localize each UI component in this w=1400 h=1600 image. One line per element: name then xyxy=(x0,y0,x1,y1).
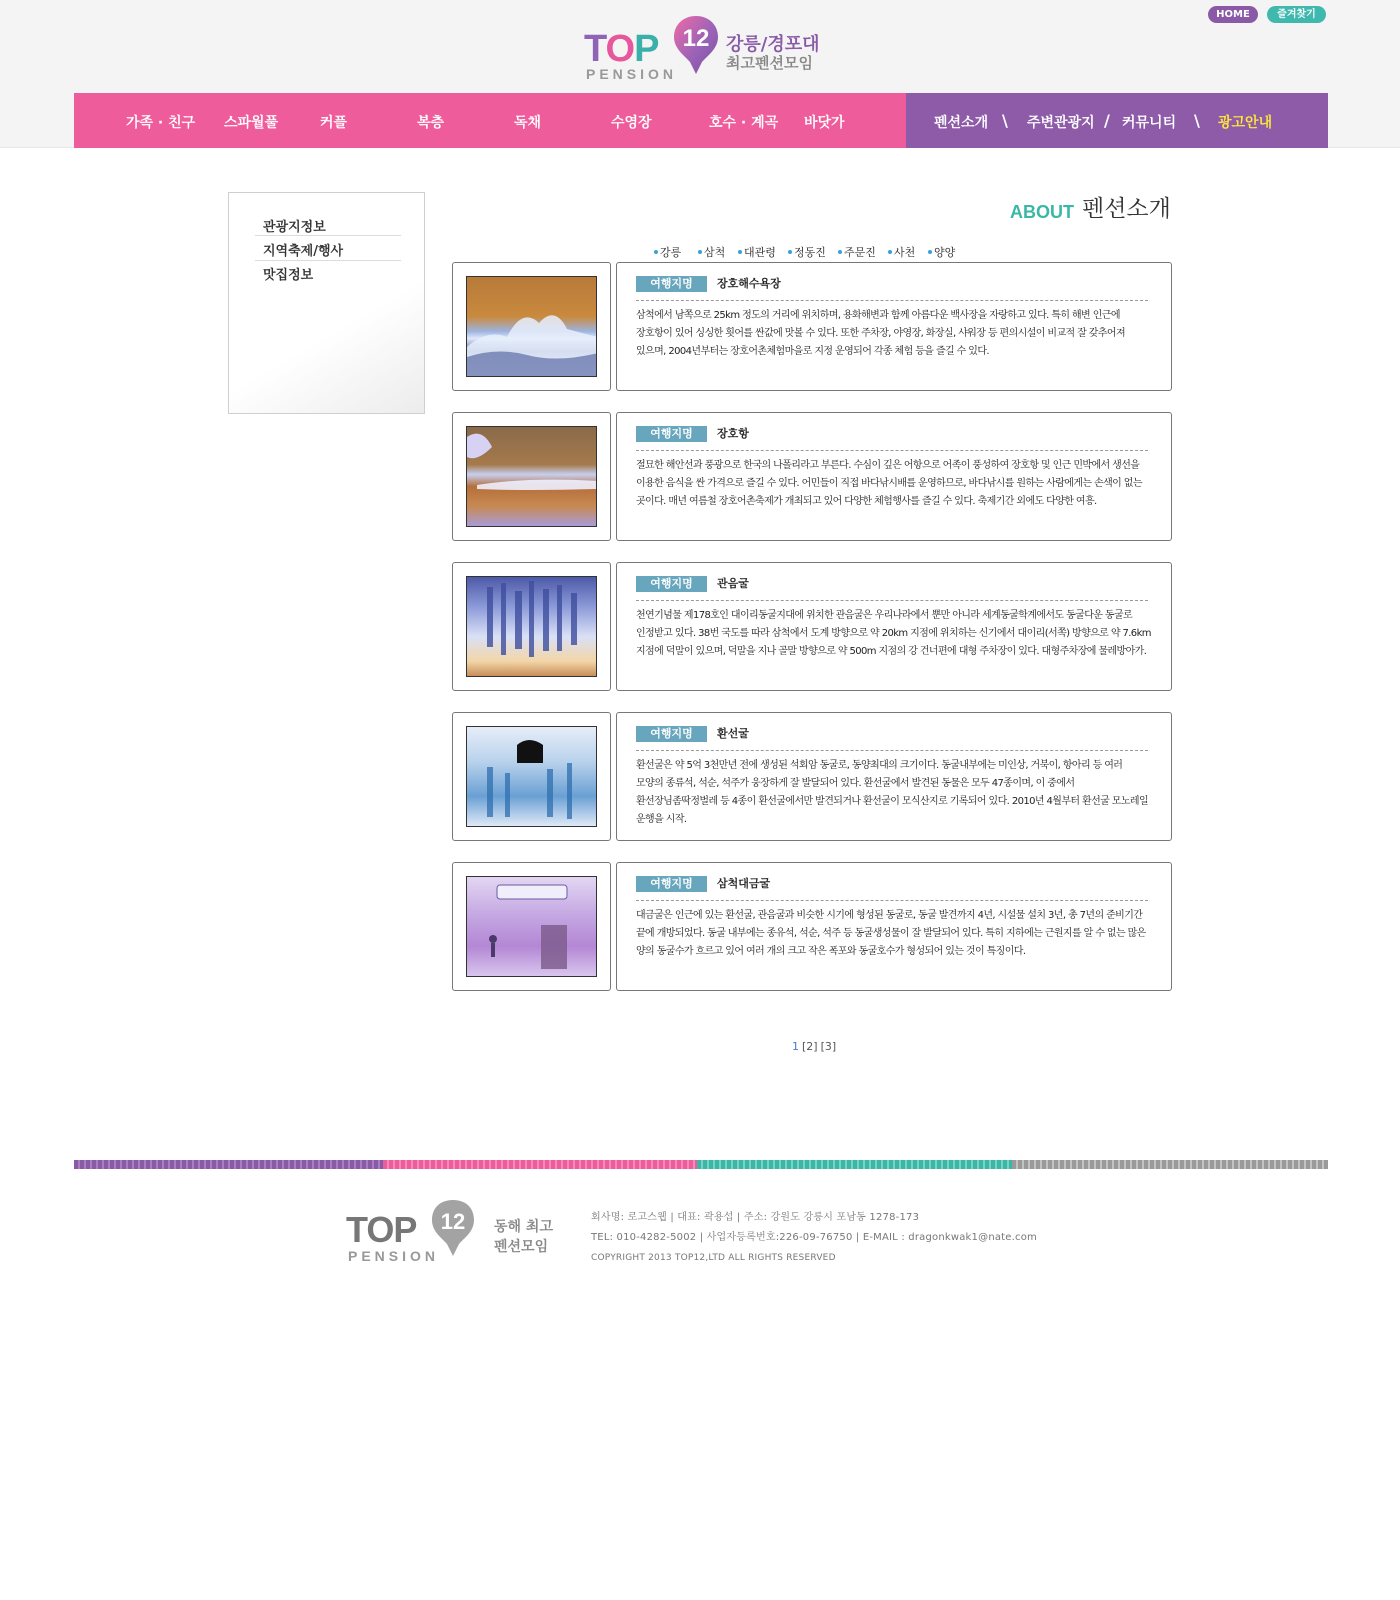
logo-letter-t: T xyxy=(584,28,606,70)
entry-badge: 여행지명 xyxy=(636,726,707,742)
nav-separator: / xyxy=(1104,111,1110,130)
sidebar-divider xyxy=(255,235,401,236)
entry-thumbnail[interactable] xyxy=(452,412,611,541)
footer-contact-info: TEL: 010-4282-5002 | 사업자등록번호:226-09-76750 | E-MAIL : dragonkwak1@nate.com xyxy=(591,1232,1037,1243)
entry-thumbnail[interactable] xyxy=(452,862,611,991)
footer-copyright: COPYRIGHT 2013 TOP12,LTD ALL RIGHTS RESERVED xyxy=(591,1253,836,1263)
footer-logo-pension: PENSION xyxy=(348,1248,440,1264)
nav-item-seaside[interactable]: 바닷가 xyxy=(804,115,845,131)
sidebar-divider xyxy=(255,260,401,261)
logo-region: 강릉/경포대 xyxy=(726,34,820,55)
dotted-divider xyxy=(636,600,1148,601)
home-button[interactable]: HOME xyxy=(1208,6,1258,23)
about-label: ABOUT xyxy=(1010,202,1074,222)
dotted-divider xyxy=(636,300,1148,301)
logo-tagline: 최고펜션모임 xyxy=(726,54,813,72)
thumbnail-image xyxy=(466,426,597,527)
logo-pension-text: PENSION xyxy=(586,66,678,82)
region-tab-gangneung[interactable]: 강릉 xyxy=(654,244,681,260)
page-current: 1 xyxy=(792,1040,799,1053)
bookmark-button[interactable]: 즐겨찾기 xyxy=(1267,6,1326,23)
logo-letter-o: O xyxy=(605,28,635,70)
entry-description: 절묘한 해안선과 풍광으로 한국의 나폴리라고 부른다. 수심이 깊은 어항으로 어족이 풍성하여 장호항 및 인근 민박에서 생선을 이용한 음식을 싼 가격으로 즐길 수 있다. 어민들이 직접 바다낚시배를 운영하므로, 바다낚시를 원하는 사람에게는 손색이 없는 곳이다. 매년 여름철 장호어촌축제가 개최되고 있어 다양한 체험행사를 즐길 수 있다. 축제기간 외에도 다양한 여흥. xyxy=(636,460,1142,507)
category-nav xyxy=(74,93,906,148)
region-tab-jeongdongjin[interactable]: 정동진 xyxy=(788,244,826,260)
nav-item-couple[interactable]: 커플 xyxy=(320,115,348,131)
entry-thumbnail[interactable] xyxy=(452,562,611,691)
footer-stripe xyxy=(74,1160,383,1169)
entry-thumbnail[interactable] xyxy=(452,712,611,841)
entry-badge: 여행지명 xyxy=(636,426,707,442)
entry-badge: 여행지명 xyxy=(636,276,707,292)
entry-place-name[interactable]: 관음굴 xyxy=(717,577,749,590)
page-link[interactable]: [2] xyxy=(802,1040,818,1053)
logo-number: 12 xyxy=(682,25,710,52)
entry-place-name[interactable]: 장호해수욕장 xyxy=(717,277,781,290)
footer-stripe xyxy=(383,1160,697,1169)
region-tab-samcheok[interactable]: 삼척 xyxy=(698,244,725,260)
nav-item-nearby-attractions[interactable]: 주변관광지 xyxy=(1027,115,1095,131)
region-tab-daegwallyeong[interactable]: 대관령 xyxy=(738,244,776,260)
entry-badge: 여행지명 xyxy=(636,876,707,892)
logo-letter-p: P xyxy=(634,28,659,70)
entry-card xyxy=(616,562,1172,691)
entry-card xyxy=(616,412,1172,541)
nav-item-spa[interactable]: 스파월풀 xyxy=(224,115,279,131)
nav-item-family[interactable]: 가족 · 친구 xyxy=(126,115,196,131)
entry-card xyxy=(616,262,1172,391)
entry-place-name[interactable]: 환선굴 xyxy=(717,727,749,740)
footer-logo-top: TOP xyxy=(346,1209,417,1250)
sidebar-item-tourism-info[interactable]: 관광지정보 xyxy=(263,220,326,235)
entry-badge: 여행지명 xyxy=(636,576,707,592)
nav-item-pool[interactable]: 수영장 xyxy=(611,115,652,131)
entry-thumbnail[interactable] xyxy=(452,262,611,391)
footer-logo-line1: 동해 최고 xyxy=(494,1219,553,1235)
entry-card xyxy=(616,862,1172,991)
footer-company-info: 회사명: 로고스웹 | 대표: 곽용섭 | 주소: 강원도 강릉시 포남동 1278-173 xyxy=(591,1212,920,1223)
nav-item-lake-valley[interactable]: 호수 · 계곡 xyxy=(709,115,779,131)
thumbnail-image xyxy=(466,876,597,977)
footer-logo xyxy=(346,1198,576,1268)
logo-top-text xyxy=(584,30,658,68)
nav-separator: \ xyxy=(1002,111,1008,130)
entry-description: 삼척에서 남쪽으로 25km 정도의 거리에 위치하며, 용화해변과 함께 아름다운 백사장을 자랑하고 있다. 특히 해변 인근에 장호항이 있어 싱싱한 횟어를 싼값에 맛볼 수 있다. 또한 주차장, 야영장, 화장실, 샤워장 등 편의시설이 비교적 잘 갖추어져 있으며, 2004년부터는 장호어촌체험마을로 지정 운영되어 각종 체험 등을 즐길 수 있다. xyxy=(636,310,1126,357)
pagination xyxy=(792,1040,839,1053)
entry-description: 천연기념물 제178호인 대이리동굴지대에 위치한 관음굴은 우리나라에서 뿐만 아니라 세계동굴학계에서도 동굴다운 동굴로 인정받고 있다. 38번 국도를 따라 삼척에서 도계 방향으로 약 20km 지점에 위치하는 신기에서 대이리(서쪽) 방향으로 약 7.6km 지점에 덕말이 있으며, 덕말을 지나 골말 방향으로 약 500m 지점의 강 건너편에 대형 주차장이 있다. 대형주차장에 물레방아가. xyxy=(636,610,1151,657)
entry-description: 환선굴은 약 5억 3천만년 전에 생성된 석회암 동굴로, 동양최대의 크기이다. 동굴내부에는 미인상, 거북이, 항아리 등 여러 모양의 종류석, 석순, 석주가 웅장하게 잘 발달되어 있다. 환선굴에서 발견된 동물은 모두 47종이며, 이 중에서 환선장님좀딱정벌레 등 4종이 환선굴에서만 발견되거나 환선굴이 모식산지로 기록되어 있다. 2010년 4월부터 환선굴 모노레일 운행을 시작. xyxy=(636,760,1149,825)
footer-stripe xyxy=(1012,1160,1328,1169)
entry-place-name[interactable]: 장호항 xyxy=(717,427,749,440)
sidebar xyxy=(228,192,425,414)
nav-item-duplex[interactable]: 복층 xyxy=(417,115,445,131)
entry-place-name[interactable]: 삼척대금굴 xyxy=(717,877,771,890)
nav-item-community[interactable]: 커뮤니티 xyxy=(1122,115,1177,131)
dotted-divider xyxy=(636,450,1148,451)
region-tab-sacheon[interactable]: 사천 xyxy=(888,244,915,260)
footer-stripe xyxy=(697,1160,1012,1169)
thumbnail-image xyxy=(466,276,597,377)
page-title: 펜션소개 xyxy=(1082,196,1171,222)
footer-logo-number: 12 xyxy=(440,1209,466,1234)
dotted-divider xyxy=(636,900,1148,901)
nav-separator: \ xyxy=(1194,111,1200,130)
sidebar-item-festivals[interactable]: 지역축제/행사 xyxy=(263,244,344,259)
nav-item-pension-intro[interactable]: 펜션소개 xyxy=(934,115,989,131)
entry-description: 대금굴은 인근에 있는 환선굴, 관음굴과 비슷한 시기에 형성된 동굴로, 동굴 발견까지 4년, 시설물 설치 3년, 총 7년의 준비기간 끝에 개방되었다. 동굴 내부에는 종유석, 석순, 석주 등 동굴생성물이 잘 발달되어 있다. 특히 지하에는 근원지를 알 수 없는 많은 양의 동굴수가 흐르고 있어 여러 개의 크고 작은 폭포와 동굴호수가 형성되어 있는 것이 특징이다. xyxy=(636,910,1146,957)
region-tab-jumunjin[interactable]: 주문진 xyxy=(838,244,876,260)
site-logo[interactable] xyxy=(584,14,824,84)
nav-item-advertising[interactable]: 광고안내 xyxy=(1218,115,1273,131)
map-pin-icon xyxy=(430,1198,476,1258)
map-pin-icon xyxy=(672,14,720,76)
region-filter xyxy=(654,244,974,260)
entry-card xyxy=(616,712,1172,841)
dotted-divider xyxy=(636,750,1148,751)
nav-item-detached[interactable]: 독채 xyxy=(514,115,542,131)
thumbnail-image xyxy=(466,576,597,677)
thumbnail-image xyxy=(466,726,597,827)
footer-logo-line2: 펜션모임 xyxy=(494,1239,549,1255)
region-tab-yangyang[interactable]: 양양 xyxy=(928,244,955,260)
page-link[interactable]: [3] xyxy=(820,1040,837,1053)
sidebar-item-restaurants[interactable]: 맛집정보 xyxy=(263,268,314,283)
